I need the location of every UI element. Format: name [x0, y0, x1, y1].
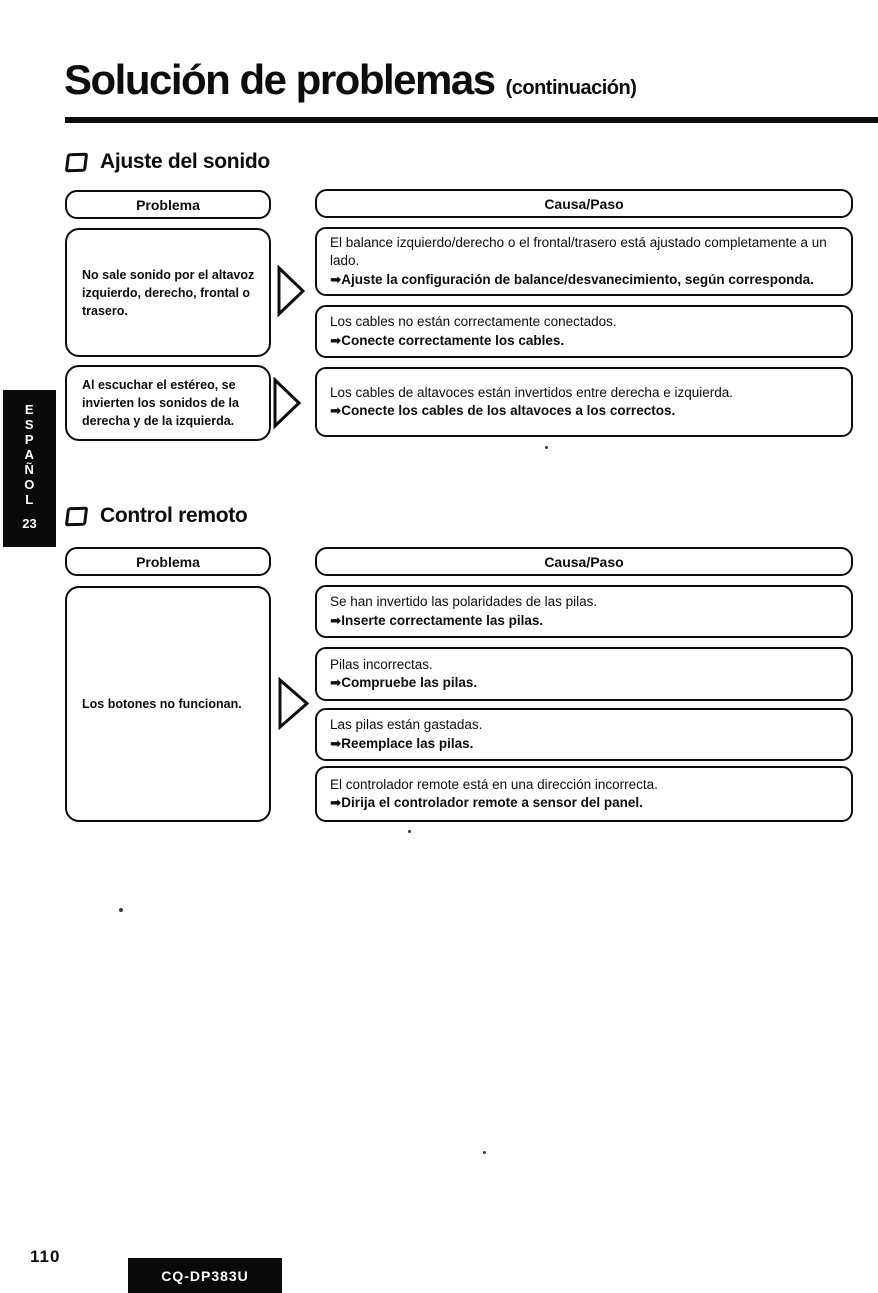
cause-column-header [315, 547, 853, 576]
cause-box [315, 585, 853, 638]
tab-letter: A [24, 447, 35, 462]
section-heading-text: Ajuste del sonido [100, 150, 270, 173]
problem-text: Los botones no funcionan. [82, 697, 242, 711]
flow-arrow-icon [277, 677, 310, 730]
cause-action-text: ➡Conecte correctamente los cables. [330, 332, 565, 348]
section-heading-sound-adjustment [66, 150, 270, 174]
section-checkbox-icon [65, 506, 88, 526]
page-title-text: Solución de problemas [64, 56, 495, 103]
title-rule [65, 117, 878, 123]
flow-arrow-icon [276, 265, 306, 317]
cause-column-header-text: Causa/Paso [544, 553, 624, 570]
cause-text: Los cables de altavoces están invertidos entre derecha e izquierda. [330, 384, 733, 400]
page-title-suffix: (continuación) [505, 77, 637, 99]
problem-column-header [65, 547, 271, 576]
cause-box [315, 708, 853, 761]
model-badge-text: CQ-DP383U [161, 1267, 249, 1284]
cause-text: El controlador remote está en una dirección incorrecta. [330, 776, 658, 792]
cause-box [315, 766, 853, 822]
cause-action-text: ➡Conecte los cables de los altavoces a los correctos. [330, 403, 676, 418]
cause-action-text: ➡Ajuste la configuración de balance/desvanecimiento, según corresponda. [330, 271, 814, 287]
model-badge [128, 1258, 282, 1293]
cause-action-text: ➡Reemplace las pilas. [330, 735, 474, 751]
tab-letter: E [24, 402, 35, 417]
flow-arrow-icon [272, 377, 302, 429]
page-number: 110 [30, 1247, 61, 1266]
page-title [64, 56, 636, 104]
cause-text: Los cables no están correctamente conectados. [330, 314, 617, 329]
cause-text: Se han invertido las polaridades de las pilas. [330, 594, 598, 609]
tab-page-number: 23 [22, 516, 37, 531]
scan-speck [483, 1151, 486, 1154]
cause-column-header [315, 189, 853, 218]
cause-column-header-text: Causa/Paso [544, 195, 624, 212]
section-checkbox-icon [65, 152, 88, 172]
cause-box [315, 305, 853, 358]
problem-column-header [65, 190, 271, 219]
problem-box [65, 586, 271, 822]
cause-text: Pilas incorrectas. [330, 656, 433, 672]
cause-text: El balance izquierdo/derecho o el frontal/trasero está ajustado completamente a un lado. [330, 234, 827, 269]
section-heading-text: Control remoto [100, 504, 248, 527]
problem-box [65, 365, 271, 441]
cause-text: Las pilas están gastadas. [330, 717, 483, 732]
cause-action-text: ➡Dirija el controlador remote a sensor del panel. [330, 795, 643, 810]
problem-text: Al escuchar el estéreo, se invierten los sonidos de la derecha y de la izquierda. [82, 378, 239, 428]
tab-letter: O [24, 477, 35, 492]
cause-action-text: ➡Compruebe las pilas. [330, 675, 478, 690]
cause-box [315, 647, 853, 701]
tab-letter: L [25, 492, 34, 507]
problem-box [65, 228, 271, 357]
scan-speck [408, 830, 411, 833]
tab-letter: S [24, 417, 35, 432]
language-side-tab [3, 390, 56, 547]
scan-speck [119, 908, 123, 912]
scan-speck [545, 446, 548, 449]
tab-letter: P [24, 432, 35, 447]
cause-box [315, 367, 853, 437]
section-heading-remote-control [66, 504, 247, 528]
problem-column-header-text: Problema [136, 553, 200, 570]
cause-box [315, 227, 853, 296]
cause-action-text: ➡Inserte correctamente las pilas. [330, 612, 544, 628]
problem-text: No sale sonido por el altavoz izquierdo, derecho, frontal o trasero. [82, 267, 255, 318]
problem-column-header-text: Problema [136, 196, 200, 213]
tab-letter: Ñ [24, 462, 35, 477]
